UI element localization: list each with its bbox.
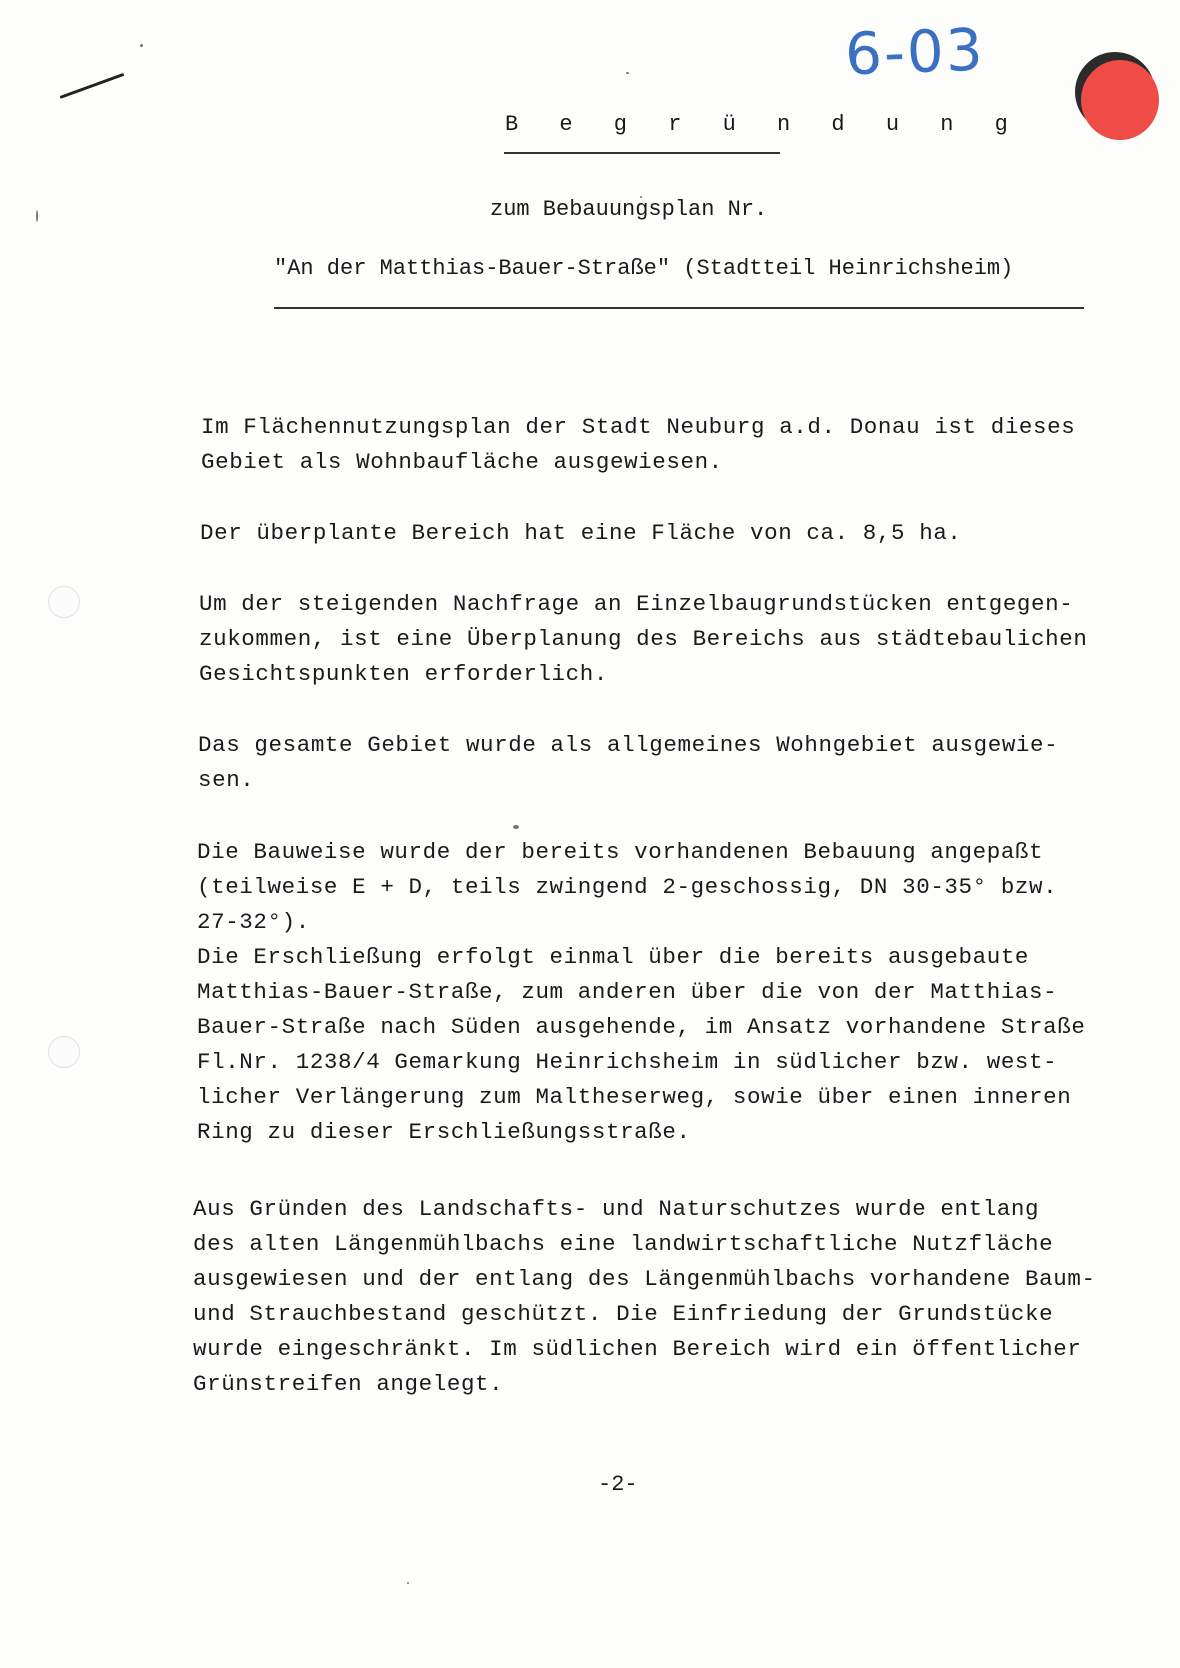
document-subtitle: zum Bebauungsplan Nr. — [490, 197, 768, 222]
scan-speck — [140, 44, 143, 47]
scan-speck — [407, 1582, 409, 1584]
paragraph-landscape-protection: Aus Gründen des Landschafts- und Naturschutzes wurde entlang des alten Längenmühlbachs eine landwirtschaftliche Nutzfläche ausgewiesen und der entlang des Längenmühlbachs vorhandene Baum- und Strauchbestand geschützt. Die Einfriedung der Grundstücke wurde eingeschränkt. Im südlichen Bereich wird ein öffentlicher Grünstreifen angelegt. — [193, 1196, 1096, 1397]
document-title: B e g r ü n d u n g — [505, 112, 1022, 137]
scan-speck — [36, 210, 38, 222]
scan-speck — [513, 825, 519, 829]
plan-name-underline — [274, 307, 1084, 309]
paragraph-area-size: Der überplante Bereich hat eine Fläche von ca. 8,5 ha. — [200, 520, 962, 546]
plan-name: "An der Matthias-Bauer-Straße" (Stadtteil Heinrichsheim) — [274, 256, 1014, 281]
scan-speck — [626, 72, 629, 74]
paragraph-land-use-plan: Im Flächennutzungsplan der Stadt Neuburg a.d. Donau ist dieses Gebiet als Wohnbaufläche ausgewiesen. — [201, 414, 1076, 475]
paragraph-residential-area: Das gesamte Gebiet wurde als allgemeines Wohngebiet ausgewie- sen. — [198, 732, 1059, 793]
punch-hole-bottom — [48, 1036, 80, 1068]
red-dot-sticker-face — [1081, 60, 1159, 140]
punch-hole-top — [48, 586, 80, 618]
red-dot-sticker — [1075, 52, 1155, 132]
title-underline — [504, 152, 780, 154]
handwritten-reference-code: 6-03 — [843, 15, 986, 89]
paragraph-demand: Um der steigenden Nachfrage an Einzelbaugrundstücken entgegen- zukommen, ist eine Überplanung des Bereichs aus städtebaulichen Gesichtspunkten erforderlich. — [199, 591, 1088, 687]
page-number: -2- — [598, 1472, 638, 1497]
paragraph-construction-access: Die Bauweise wurde der bereits vorhandenen Bebauung angepaßt (teilweise E + D, teils zwingend 2-geschossig, DN 30-35° bzw. 27-32°). Die Erschließung erfolgt einmal über die bereits ausgebaute Matthias-Bauer-Straße, zum anderen über die von der Matthias- Bauer-Straße nach Süden ausgehende, im Ansatz vorhandene Straße Fl.Nr. 1238/4 Gemarkung Heinrichsheim in südlicher bzw. west- licher Verlängerung zum Maltheserweg, sowie über einen inneren Ring zu dieser Erschließungsstraße. — [197, 839, 1086, 1145]
paper-clip-mark — [59, 73, 124, 99]
